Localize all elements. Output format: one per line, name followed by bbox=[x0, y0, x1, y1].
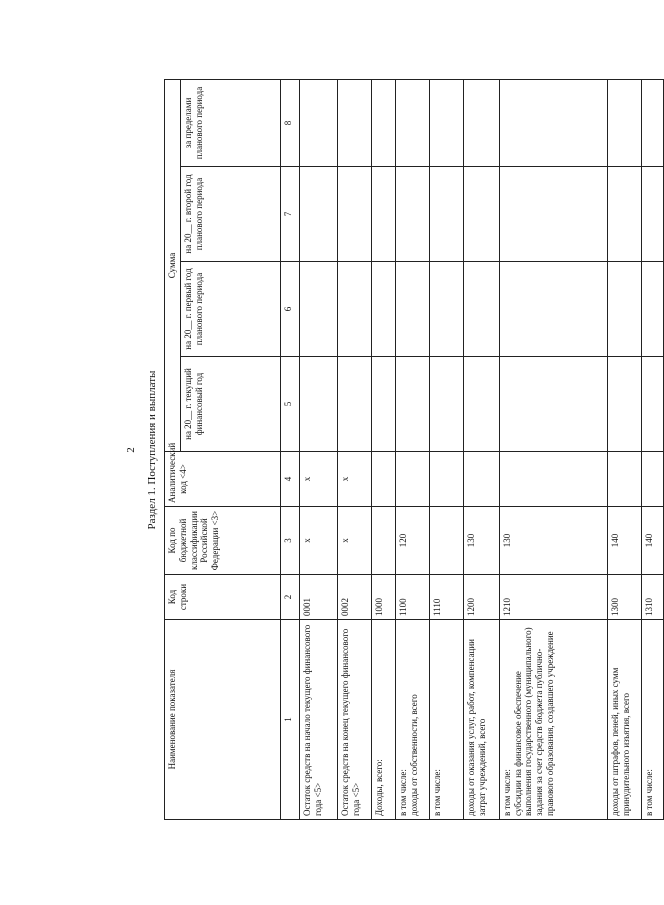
table-row bbox=[429, 79, 463, 819]
row-name: доходы от оказания услуг, работ, компенсации затрат учреждений, всего bbox=[463, 620, 499, 820]
row-budget-code: 140 bbox=[641, 507, 663, 575]
row-sum-current bbox=[371, 357, 395, 452]
row-sum-plan2 bbox=[463, 167, 499, 262]
col-number: 1 bbox=[280, 620, 299, 820]
row-sum-plan1 bbox=[337, 262, 371, 357]
row-sum-current bbox=[463, 357, 499, 452]
col-number: 2 bbox=[280, 575, 299, 620]
header-sum-beyond: за пределами планового периода bbox=[180, 79, 280, 166]
row-sum-plan1 bbox=[463, 262, 499, 357]
row-sum-plan2 bbox=[607, 167, 641, 262]
row-sum-beyond bbox=[395, 79, 429, 166]
row-sum-current bbox=[429, 357, 463, 452]
row-name: Доходы, всего: bbox=[371, 620, 395, 820]
row-analytic-code: x bbox=[299, 452, 337, 507]
table-row bbox=[337, 79, 371, 819]
row-name: Остаток средств на конец текущего финансового года <5> bbox=[337, 620, 371, 820]
row-analytic-code bbox=[395, 452, 429, 507]
table-row bbox=[371, 79, 395, 819]
row-sum-plan1 bbox=[429, 262, 463, 357]
row-budget-code bbox=[371, 507, 395, 575]
receipts-payments-table bbox=[164, 79, 664, 820]
row-code: 1210 bbox=[499, 575, 607, 620]
row-sum-plan2 bbox=[641, 167, 663, 262]
row-sum-beyond bbox=[607, 79, 641, 166]
row-sum-beyond bbox=[499, 79, 607, 166]
row-sum-beyond bbox=[371, 79, 395, 166]
row-budget-code: x bbox=[299, 507, 337, 575]
rotated-page bbox=[75, 80, 654, 820]
row-sum-plan2 bbox=[395, 167, 429, 262]
row-name: в том числе: bbox=[641, 620, 663, 820]
row-sum-plan1 bbox=[499, 262, 607, 357]
page-number: 2 bbox=[125, 447, 137, 453]
row-sum-plan1 bbox=[607, 262, 641, 357]
row-budget-code bbox=[429, 507, 463, 575]
header-row-top bbox=[165, 79, 181, 819]
row-name: в том числе: доходы от собственности, всего bbox=[395, 620, 429, 820]
row-code: 1310 bbox=[641, 575, 663, 620]
row-analytic-code bbox=[641, 452, 663, 507]
row-name: доходы от штрафов, пеней, иных сумм принудительного изъятия, всего bbox=[607, 620, 641, 820]
row-sum-plan2 bbox=[429, 167, 463, 262]
row-sum-plan1 bbox=[371, 262, 395, 357]
row-analytic-code bbox=[607, 452, 641, 507]
row-analytic-code bbox=[499, 452, 607, 507]
row-sum-plan1 bbox=[641, 262, 663, 357]
col-number: 5 bbox=[280, 357, 299, 452]
col-number: 4 bbox=[280, 452, 299, 507]
row-sum-plan1 bbox=[395, 262, 429, 357]
row-sum-current bbox=[395, 357, 429, 452]
header-sum-current: на 20__ г. текущий финансовый год bbox=[180, 357, 280, 452]
row-sum-plan2 bbox=[499, 167, 607, 262]
row-analytic-code bbox=[429, 452, 463, 507]
row-sum-current bbox=[607, 357, 641, 452]
row-code: 0002 bbox=[337, 575, 371, 620]
column-number-row bbox=[280, 79, 299, 819]
row-sum-beyond bbox=[337, 79, 371, 166]
row-name: в том числе: bbox=[429, 620, 463, 820]
row-budget-code: 120 bbox=[395, 507, 429, 575]
row-sum-beyond bbox=[641, 79, 663, 166]
col-number: 3 bbox=[280, 507, 299, 575]
row-budget-code: 130 bbox=[499, 507, 607, 575]
row-code: 1000 bbox=[371, 575, 395, 620]
header-sum-plan2: на 20__ г. второй год планового периода bbox=[180, 167, 280, 262]
col-number: 6 bbox=[280, 262, 299, 357]
row-name: в том числе: субсидии на финансовое обеспечение выполнения государственного (муниципального) задания за счет средств бюджета публично-правового образования, создавшего учреждение bbox=[499, 620, 607, 820]
row-budget-code: x bbox=[337, 507, 371, 575]
row-sum-beyond bbox=[463, 79, 499, 166]
table-row bbox=[641, 79, 663, 819]
row-sum-beyond bbox=[429, 79, 463, 166]
table-row bbox=[299, 79, 337, 819]
row-sum-current bbox=[337, 357, 371, 452]
row-code: 1110 bbox=[429, 575, 463, 620]
row-budget-code: 130 bbox=[463, 507, 499, 575]
table-row bbox=[499, 79, 607, 819]
section-title: Раздел 1. Поступления и выплаты bbox=[146, 370, 158, 530]
row-analytic-code bbox=[371, 452, 395, 507]
row-code: 1300 bbox=[607, 575, 641, 620]
header-sum: Сумма bbox=[165, 79, 181, 451]
row-sum-plan2 bbox=[337, 167, 371, 262]
row-analytic-code: x bbox=[337, 452, 371, 507]
row-sum-plan1 bbox=[299, 262, 337, 357]
table-body bbox=[299, 79, 663, 819]
row-budget-code: 140 bbox=[607, 507, 641, 575]
row-sum-plan2 bbox=[299, 167, 337, 262]
row-code: 1100 bbox=[395, 575, 429, 620]
row-analytic-code bbox=[463, 452, 499, 507]
row-code: 0001 bbox=[299, 575, 337, 620]
table-row bbox=[395, 79, 429, 819]
row-sum-beyond bbox=[299, 79, 337, 166]
row-code: 1200 bbox=[463, 575, 499, 620]
col-number: 8 bbox=[280, 79, 299, 166]
row-sum-current bbox=[641, 357, 663, 452]
header-analytic-code: Аналитический код <4> bbox=[165, 452, 281, 507]
row-sum-current bbox=[299, 357, 337, 452]
row-sum-plan2 bbox=[371, 167, 395, 262]
col-number: 7 bbox=[280, 167, 299, 262]
header-name: Наименование показателя bbox=[165, 620, 281, 820]
row-sum-current bbox=[499, 357, 607, 452]
row-name: Остаток средств на начало текущего финансового года <5> bbox=[299, 620, 337, 820]
header-row-code: Код строки bbox=[165, 575, 281, 620]
header-sum-plan1: на 20__ г. первый год планового периода bbox=[180, 262, 280, 357]
table-row bbox=[463, 79, 499, 819]
header-budget-code: Код по бюджетной классификации Российской Федерации <3> bbox=[165, 507, 281, 575]
table-row bbox=[607, 79, 641, 819]
